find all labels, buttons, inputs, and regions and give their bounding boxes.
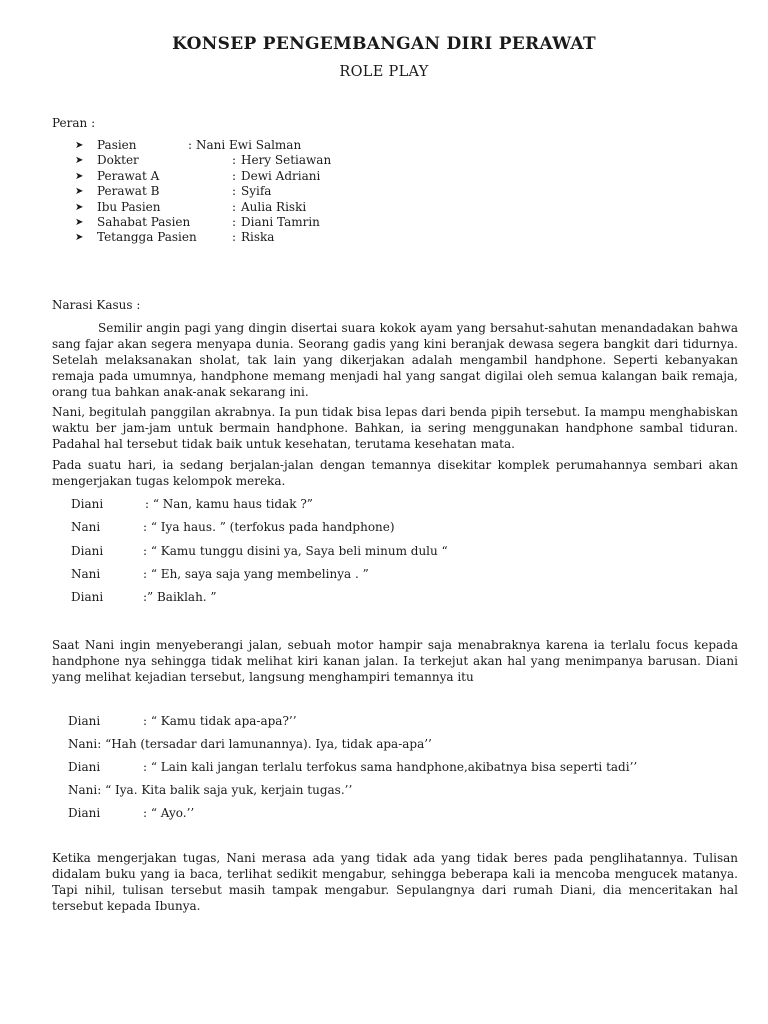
cast-name: Nani Ewi Salman xyxy=(196,138,302,152)
narrative-paragraph: Ketika mengerjakan tugas, Nani merasa ada yang tidak ada yang tidak beres pada penglihatannya. Tulisan didalam buku yang ia baca, terlihat sedikit mengabur, sehingga beberapa kali ia mencoba mengucek matanya. Tapi nihil, tulisan tersebut masih tampak mengabur. Sepulangnya dari rumah Diani, dia menceritakan hal tersebut kepada Ibunya. xyxy=(52,851,738,913)
cast-role: Tetangga Pasien xyxy=(97,230,197,245)
dialogue-speaker: Diani xyxy=(68,760,101,774)
dialogue-speaker: Nani xyxy=(71,520,101,534)
cast-role: Dokter xyxy=(97,153,139,168)
arrow-bullet-icon: ➤ xyxy=(75,216,84,228)
dialogue-speaker: Diani xyxy=(71,544,104,558)
dialogue-text: : “ Kamu tidak apa-apa?’’ xyxy=(143,714,297,728)
dialogue-text: : “ Kamu tunggu disini ya, Saya beli minum dulu “ xyxy=(143,544,448,558)
cast-label: Peran : xyxy=(52,116,96,130)
cast-separator: : xyxy=(232,199,237,214)
cast-name: Aulia Riski xyxy=(241,199,307,214)
narrative-paragraph: Nani, begitulah panggilan akrabnya. Ia pun tidak bisa lepas dari benda pipih tersebut. Ia mampu menghabiskan waktu ber jam-jam untuk bermain handphone. Bahkan, ia sering menggunakan handphone sambal tiduran. Padahal hal tersebut tidak baik untuk kesehatan, terutama kesehatan mata. xyxy=(52,405,738,451)
cast-name: Dewi Adriani xyxy=(241,168,321,183)
dialogue-speaker: Diani xyxy=(71,590,104,604)
cast-separator: : xyxy=(232,214,237,229)
document-title: KONSEP PENGEMBANGAN DIRI PERAWAT xyxy=(172,34,596,54)
cast-separator: : xyxy=(232,168,237,183)
arrow-bullet-icon: ➤ xyxy=(75,155,84,167)
arrow-bullet-icon: ➤ xyxy=(75,186,84,198)
narrative-paragraph: Saat Nani ingin menyeberangi jalan, sebuah motor hampir saja menabraknya karena ia terlalu focus kepada handphone nya sehingga tidak melihat kiri kanan jalan. Ia terkejut akan hal yang menimpanya barusan. Diani yang melihat kejadian tersebut, langsung menghampiri temannya itu xyxy=(52,638,738,684)
cast-separator: : xyxy=(232,230,237,245)
dialogue-text: : “ Ayo.’’ xyxy=(143,806,195,820)
cast-name: Hery Setiawan xyxy=(241,153,332,168)
cast-role: Pasien xyxy=(97,138,137,152)
cast-separator: : xyxy=(232,153,237,168)
arrow-bullet-icon: ➤ xyxy=(75,232,84,244)
narrative-label: Narasi Kasus : xyxy=(52,298,141,312)
dialogue-text: : “ Lain kali jangan terlalu terfokus sama handphone,akibatnya bisa seperti tadi’’ xyxy=(143,760,638,774)
dialogue-speaker: Diani xyxy=(68,714,101,728)
cast-role: Sahabat Pasien xyxy=(97,214,191,229)
cast-name: Syifa xyxy=(241,184,272,199)
dialogue-text: : “ Nan, kamu haus tidak ?” xyxy=(145,497,313,511)
dialogue-text: :” Baiklah. ” xyxy=(143,590,217,604)
dialogue-speaker: Diani xyxy=(68,806,101,820)
dialogue-speaker: Diani xyxy=(71,497,104,511)
document-subtitle: ROLE PLAY xyxy=(339,64,429,80)
cast-separator: : xyxy=(188,138,193,152)
dialogue-text: : “ Eh, saya saja yang membelinya . ” xyxy=(143,567,369,581)
cast-role: Perawat A xyxy=(97,168,160,183)
dialogue-text: Nani: “ Iya. Kita balik saja yuk, kerjain tugas.’’ xyxy=(68,783,353,797)
narrative-paragraph: Semilir angin pagi yang dingin disertai suara kokok ayam yang bersahut-sahutan menandadakan bahwa sang fajar akan segera menyapa dunia. Seorang gadis yang kini beranjak dewasa segera bangkit dari tidurnya. Setelah melaksanakan sholat, tak lain yang dikerjakan adalah mengambil handphone. Seperti kebanyakan remaja pada umumnya, handphone memang menjadi hal yang sangat digilai oleh semua kalangan baik remaja, orang tua bahkan anak-anak sekarang ini. xyxy=(52,321,738,399)
arrow-bullet-icon: ➤ xyxy=(75,140,84,151)
dialogue-text: Nani: “Hah (tersadar dari lamunannya). Iya, tidak apa-apa’’ xyxy=(68,737,432,751)
narrative-paragraph: Pada suatu hari, ia sedang berjalan-jalan dengan temannya disekitar komplek perumahannya sembari akan mengerjakan tugas kelompok mereka. xyxy=(52,458,738,488)
cast-role: Perawat B xyxy=(97,184,160,199)
arrow-bullet-icon: ➤ xyxy=(75,170,84,182)
dialogue-speaker: Nani xyxy=(71,567,101,581)
cast-name: Diani Tamrin xyxy=(241,214,320,229)
dialogue-text: : “ Iya haus. ” (terfokus pada handphone) xyxy=(143,520,395,534)
arrow-bullet-icon: ➤ xyxy=(75,201,84,213)
cast-role: Ibu Pasien xyxy=(97,199,161,214)
cast-separator: : xyxy=(232,184,237,199)
cast-name: Riska xyxy=(241,230,275,245)
